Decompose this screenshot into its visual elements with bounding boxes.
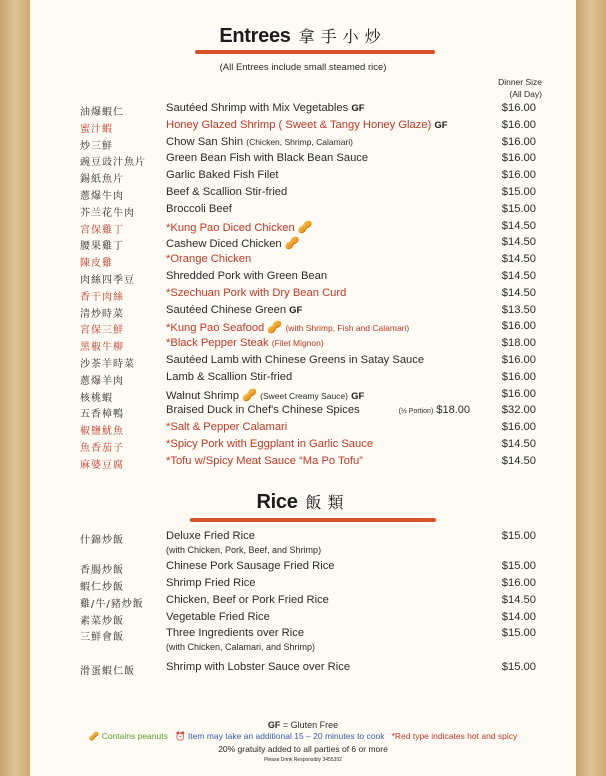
entree-row bbox=[30, 152, 576, 169]
entree-name bbox=[166, 455, 363, 467]
rice-underline bbox=[190, 518, 436, 522]
entree-name-text: *Kung Pao Seafood bbox=[166, 322, 265, 335]
entree-name bbox=[166, 421, 287, 433]
gf-badge: GF bbox=[351, 103, 365, 114]
entree-detail: (with Shrimp, Fish and Calamari) bbox=[285, 323, 410, 334]
entree-name-text: *Szechuan Pork with Dry Bean Curd bbox=[166, 286, 347, 299]
entree-row bbox=[30, 203, 576, 220]
entree-chinese-name: 肉絲四季豆 bbox=[80, 275, 135, 286]
entree-price: $15.00 bbox=[501, 202, 536, 215]
entree-name bbox=[166, 186, 287, 198]
legend-row bbox=[30, 731, 576, 742]
entree-name-text: Garlic Baked Fish Filet bbox=[166, 169, 279, 182]
entree-chinese-name: 蜜汁蝦 bbox=[80, 123, 113, 135]
entree-row bbox=[30, 455, 576, 472]
entree-price: $16.00 bbox=[501, 169, 536, 182]
entree-chinese-name: 核桃蝦 bbox=[80, 392, 113, 404]
time-legend-text: Item may take an additional 15 – 20 minutes to cook bbox=[187, 731, 385, 741]
gratuity-note: 20% gratuity added to all parties of 6 or more bbox=[218, 744, 388, 754]
entree-price: $16.00 bbox=[501, 370, 536, 383]
entree-name-text: Sautéed Shrimp with Mix Vegetables bbox=[166, 102, 349, 114]
rice-row bbox=[30, 560, 576, 577]
rice-name: Chinese Pork Sausage Fried Rice bbox=[166, 560, 335, 572]
entree-name bbox=[166, 371, 292, 383]
entree-row bbox=[30, 102, 576, 119]
entree-price: $16.00 bbox=[501, 135, 536, 148]
rice-chinese-name: 雞/牛/豬炒飯 bbox=[80, 599, 144, 610]
entree-name-text: *Orange Chicken bbox=[166, 253, 252, 266]
entree-row bbox=[30, 320, 576, 337]
rice-price: $15.00 bbox=[501, 627, 536, 639]
rice-name: Vegetable Fried Rice bbox=[166, 611, 270, 623]
entree-name-text: Lamb & Scallion Stir-fried bbox=[166, 370, 293, 383]
rice-subtext: (with Chicken, Calamari, and Shrimp) bbox=[166, 642, 316, 652]
entree-chinese-name: 豌豆豉汁魚片 bbox=[80, 157, 146, 169]
entrees-title-text: Entrees bbox=[219, 25, 291, 47]
rice-price: $15.00 bbox=[501, 560, 536, 572]
rice-name: Deluxe Fried Rice bbox=[166, 530, 255, 542]
rice-row bbox=[30, 577, 576, 594]
peanut-legend bbox=[89, 731, 168, 741]
entree-chinese-name: 麻婆豆腐 bbox=[80, 459, 124, 471]
entree-name bbox=[166, 136, 353, 148]
gf-legend-label: GF bbox=[267, 720, 281, 730]
peanut-icon: 🥜 bbox=[297, 219, 313, 234]
entree-price: $16.00 bbox=[501, 421, 536, 434]
entree-name-text: Chow San Shin bbox=[166, 135, 244, 148]
entree-chinese-name: 蔥爆牛肉 bbox=[80, 191, 124, 202]
entree-price: $14.50 bbox=[501, 219, 536, 232]
entrees-note: (All Entrees include small steamed rice) bbox=[219, 62, 387, 73]
rice-row bbox=[30, 611, 576, 628]
entree-name-text: Honey Glazed Shrimp ( Sweet & Tangy Honey Glaze) bbox=[166, 118, 432, 131]
rice-chinese-name: 素菜炒飯 bbox=[80, 616, 124, 627]
entree-chinese-name: 黑椒牛柳 bbox=[80, 342, 124, 354]
entree-name-text: *Tofu w/Spicy Meat Sauce “Ma Po Tofu” bbox=[166, 454, 363, 467]
entree-name bbox=[166, 354, 424, 366]
entree-chinese-name: 清炒時菜 bbox=[80, 308, 124, 320]
rice-row bbox=[30, 594, 576, 611]
entree-price: $14.50 bbox=[501, 270, 536, 282]
spicy-legend: *Red type indicates hot and spicy bbox=[391, 731, 518, 741]
rice-price: $14.50 bbox=[501, 594, 536, 606]
entree-name bbox=[166, 388, 364, 402]
entree-name bbox=[166, 304, 302, 316]
peanut-icon: 🥜 bbox=[242, 387, 258, 402]
entree-name bbox=[166, 102, 365, 114]
half-portion-label: (½ Portion) bbox=[398, 408, 434, 416]
peanut-legend-text: Contains peanuts bbox=[101, 731, 168, 741]
entree-name bbox=[166, 152, 368, 164]
entree-name bbox=[166, 119, 448, 131]
rice-price: $16.00 bbox=[501, 577, 536, 589]
entree-chinese-name: 錫紙魚片 bbox=[80, 174, 124, 186]
entree-detail: (Sweet Creamy Sauce) bbox=[260, 390, 348, 401]
peanut-icon: 🥜 bbox=[284, 236, 300, 251]
entree-chinese-name: 陳皮雞 bbox=[80, 258, 113, 270]
entree-name-text: Broccoli Beef bbox=[166, 202, 232, 215]
rice-title-text: Rice bbox=[256, 491, 298, 513]
entree-row bbox=[30, 169, 576, 186]
entree-name-text: Cashew Diced Chicken bbox=[166, 238, 282, 251]
entree-row bbox=[30, 438, 576, 455]
entree-chinese-name: 沙茶羊時菜 bbox=[80, 359, 135, 370]
entree-name-text: Sautéed Lamb with Chinese Greens in Satay Sauce bbox=[166, 354, 425, 366]
rice-price: $15.00 bbox=[501, 530, 536, 542]
entree-detail: (Filet Mignon) bbox=[271, 338, 324, 349]
rice-chinese-name: 香腸炒飯 bbox=[80, 565, 124, 576]
gf-legend bbox=[30, 720, 576, 730]
entrees-underline bbox=[195, 50, 435, 54]
entree-row bbox=[30, 404, 576, 421]
all-day-label: (All Day) bbox=[509, 89, 542, 99]
entree-name bbox=[166, 404, 360, 416]
rice-chinese-name: 蝦仁炒飯 bbox=[80, 582, 124, 593]
entree-name bbox=[166, 253, 251, 265]
entree-chinese-name: 油爆蝦仁 bbox=[80, 107, 124, 118]
gf-badge: GF bbox=[434, 119, 448, 131]
rice-title bbox=[30, 490, 576, 514]
entree-chinese-name: 蔥爆羊肉 bbox=[80, 375, 124, 387]
gf-legend-text: = Gluten Free bbox=[282, 720, 339, 730]
entree-price: $14.50 bbox=[501, 286, 536, 299]
entree-price: $16.00 bbox=[501, 320, 536, 333]
entree-price: $16.00 bbox=[501, 118, 536, 131]
entree-name bbox=[166, 337, 324, 349]
rice-name: Three Ingredients over Rice bbox=[166, 627, 305, 639]
entree-name-text: *Black Pepper Steak bbox=[166, 337, 269, 350]
peanut-icon: 🥜 bbox=[88, 731, 100, 741]
entree-price: $13.50 bbox=[501, 303, 536, 316]
peanut-icon: 🥜 bbox=[267, 320, 283, 335]
rice-name: Chicken, Beef or Pork Fried Rice bbox=[166, 594, 329, 606]
entree-chinese-name: 腰果雞丁 bbox=[80, 241, 124, 253]
rice-price: $14.00 bbox=[501, 611, 536, 623]
rice-title-chinese: 飯類 bbox=[305, 493, 350, 512]
entree-price: $16.00 bbox=[501, 354, 536, 366]
entree-row bbox=[30, 388, 576, 405]
rice-chinese-name: 滑蛋蝦仁飯 bbox=[80, 666, 135, 677]
entree-row bbox=[30, 304, 576, 321]
entree-name bbox=[166, 438, 373, 450]
entree-name bbox=[166, 270, 327, 282]
entree-price: $15.00 bbox=[501, 186, 536, 198]
entree-name-text: Braised Duck in Chef's Chinese Spices bbox=[166, 404, 360, 417]
entree-name-text: Beef & Scallion Stir-fried bbox=[166, 186, 288, 198]
entree-name-text: Green Bean Fish with Black Bean Sauce bbox=[166, 152, 369, 165]
entree-chinese-name: 宮保三鮮 bbox=[80, 325, 124, 337]
menu-page bbox=[30, 0, 576, 776]
rice-name: Shrimp Fried Rice bbox=[166, 577, 256, 589]
clock-icon: ⏰ bbox=[174, 731, 186, 741]
entree-row bbox=[30, 371, 576, 388]
entree-detail: (Chicken, Shrimp, Calamari) bbox=[246, 136, 353, 147]
rice-price: $15.00 bbox=[501, 661, 536, 673]
entree-name-text: *Spicy Pork with Eggplant in Garlic Sauce bbox=[166, 438, 374, 450]
entree-chinese-name: 芥兰花牛肉 bbox=[80, 207, 135, 219]
entree-name bbox=[166, 320, 409, 334]
entree-price: $14.50 bbox=[501, 253, 536, 266]
entree-price: $18.00 bbox=[501, 337, 536, 350]
entree-name-text: *Salt & Pepper Calamari bbox=[166, 421, 288, 434]
entree-row bbox=[30, 253, 576, 270]
rice-chinese-name: 三鮮會飯 bbox=[80, 632, 124, 643]
entree-chinese-name: 椒鹽魷魚 bbox=[80, 426, 124, 438]
entree-price: $14.50 bbox=[501, 454, 536, 467]
entree-chinese-name: 五香樟鴨 bbox=[80, 409, 124, 421]
entree-row bbox=[30, 270, 576, 287]
entree-name bbox=[166, 169, 279, 181]
half-portion bbox=[399, 404, 470, 416]
paper-edge-right bbox=[576, 0, 606, 776]
entree-price: $32.00 bbox=[501, 404, 536, 417]
entree-price: $14.50 bbox=[501, 236, 536, 249]
gf-badge: GF bbox=[351, 390, 365, 402]
half-portion-price: $18.00 bbox=[436, 404, 470, 417]
entree-price: $14.50 bbox=[501, 438, 536, 450]
entree-row bbox=[30, 119, 576, 136]
entree-price: $16.00 bbox=[501, 387, 536, 400]
entree-name-text: Sautéed Chinese Green bbox=[166, 303, 287, 316]
entree-price: $16.00 bbox=[501, 102, 536, 114]
rice-subtext: (with Chicken, Pork, Beef, and Shrimp) bbox=[166, 545, 322, 555]
entree-name-text: Shredded Pork with Green Bean bbox=[166, 270, 328, 282]
rice-chinese-name: 什錦炒飯 bbox=[80, 535, 124, 546]
entree-row bbox=[30, 337, 576, 354]
entree-row bbox=[30, 236, 576, 253]
entree-chinese-name: 宮保雞丁 bbox=[80, 224, 124, 236]
entree-name bbox=[166, 220, 313, 234]
time-legend bbox=[175, 731, 385, 741]
entree-chinese-name: 魚香茄子 bbox=[80, 443, 124, 454]
entree-row bbox=[30, 220, 576, 237]
dinner-size-header bbox=[498, 76, 542, 100]
rice-name: Shrimp with Lobster Sauce over Rice bbox=[166, 661, 351, 673]
entree-name bbox=[166, 287, 346, 299]
gf-badge: GF bbox=[289, 304, 303, 316]
fine-print: Please Drink Responsibly 3455392 bbox=[264, 757, 342, 763]
paper-edge-left bbox=[0, 0, 30, 776]
dinner-size-label: Dinner Size bbox=[498, 77, 542, 87]
entree-name-text: Walnut Shrimp bbox=[166, 389, 239, 402]
entree-row bbox=[30, 186, 576, 203]
entree-chinese-name: 香干肉絲 bbox=[80, 291, 124, 303]
entree-row bbox=[30, 136, 576, 153]
rice-row bbox=[30, 661, 576, 678]
entree-row bbox=[30, 354, 576, 371]
entree-name bbox=[166, 203, 232, 215]
entree-name-text: *Kung Pao Diced Chicken bbox=[166, 221, 295, 234]
entree-chinese-name: 炒三鮮 bbox=[80, 140, 113, 152]
entrees-title bbox=[30, 24, 576, 48]
entree-name bbox=[166, 236, 300, 250]
entree-row bbox=[30, 421, 576, 438]
entree-price: $16.00 bbox=[501, 152, 536, 165]
entrees-title-chinese: 拿手小炒 bbox=[298, 27, 387, 46]
entree-row bbox=[30, 287, 576, 304]
